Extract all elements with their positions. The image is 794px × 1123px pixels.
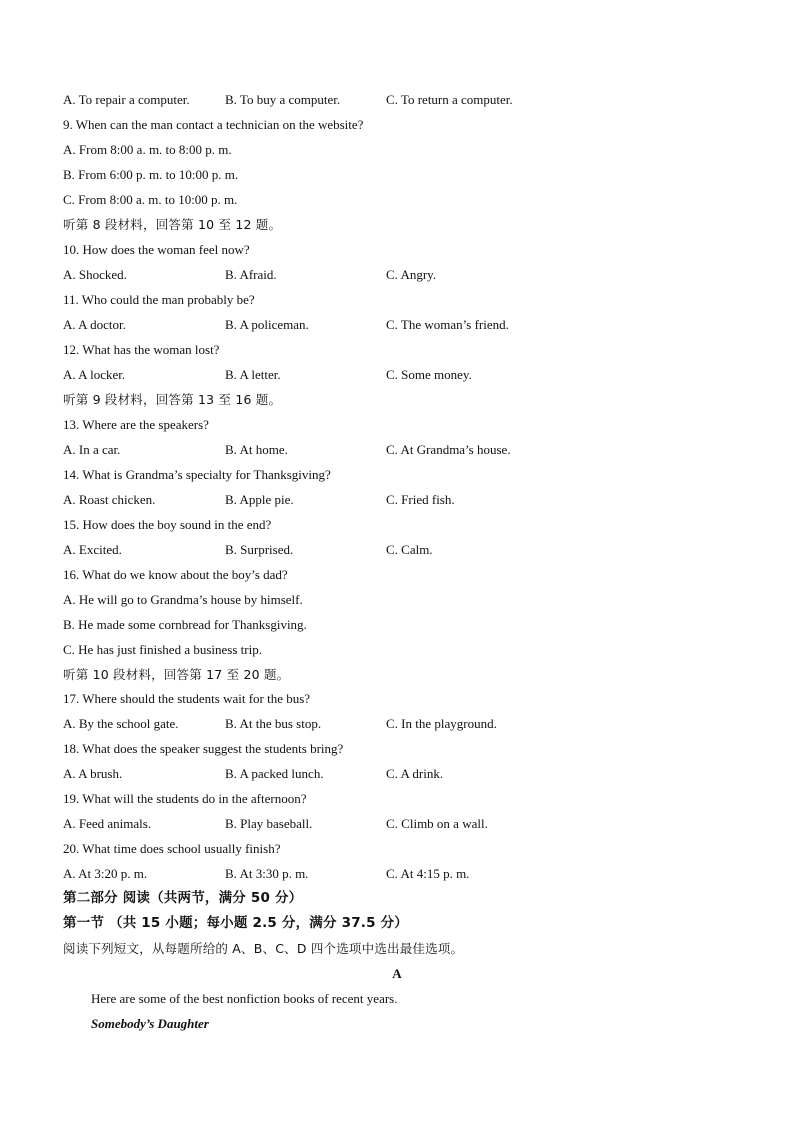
- section10-instruction: 听第 10 段材料，回答第 17 至 20 题。: [63, 667, 290, 682]
- q20-option-b: B. At 3:30 p. m.: [225, 866, 309, 881]
- q13-option-a: A. In a car.: [63, 442, 121, 457]
- q11-options: [63, 317, 663, 333]
- section8-instruction: 听第 8 段材料，回答第 10 至 12 题。: [63, 217, 282, 232]
- q8-option-c: C. To return a computer.: [386, 92, 513, 107]
- q13-question: 13. Where are the speakers?: [63, 417, 209, 432]
- q20-option-a: A. At 3:20 p. m.: [63, 866, 148, 881]
- q19-option-a: A. Feed animals.: [63, 816, 152, 831]
- section9-instruction: 听第 9 段材料，回答第 13 至 16 题。: [63, 392, 282, 407]
- q16-option-b: B. He made some cornbread for Thanksgiving.: [63, 617, 307, 632]
- q8-option-b: B. To buy a computer.: [225, 92, 341, 107]
- q11-option-b: B. A policeman.: [225, 317, 309, 332]
- q12-option-a: A. A locker.: [63, 367, 126, 382]
- reading-instructions: 阅读下列短文，从每题所给的 A、B、C、D 四个选项中选出最佳选项。: [63, 941, 464, 956]
- q20-options: [63, 866, 663, 882]
- q16-question: 16. What do we know about the boy’s dad?: [63, 567, 288, 582]
- q15-options: [63, 542, 663, 558]
- q15-option-c: C. Calm.: [386, 542, 433, 557]
- q18-option-c: C. A drink.: [386, 766, 444, 781]
- passage-intro: Here are some of the best nonfiction books of recent years.: [91, 991, 398, 1006]
- q20-option-c: C. At 4:15 p. m.: [386, 866, 470, 881]
- q16-option-c: C. He has just finished a business trip.: [63, 642, 262, 657]
- q19-option-b: B. Play baseball.: [225, 816, 313, 831]
- q10-option-c: C. Angry.: [386, 267, 437, 282]
- q16-option-a: A. He will go to Grandma’s house by himself.: [63, 592, 303, 607]
- q8-option-a: A. To repair a computer.: [63, 92, 190, 107]
- q12-question: 12. What has the woman lost?: [63, 342, 220, 357]
- q14-options: [63, 492, 663, 508]
- q17-option-b: B. At the bus stop.: [225, 716, 322, 731]
- q9-option-b: B. From 6:00 p. m. to 10:00 p. m.: [63, 167, 239, 182]
- q13-option-c: C. At Grandma’s house.: [386, 442, 511, 457]
- q9-option-a: A. From 8:00 a. m. to 8:00 p. m.: [63, 142, 232, 157]
- q12-options: [63, 367, 663, 383]
- q18-option-b: B. A packed lunch.: [225, 766, 324, 781]
- q10-question: 10. How does the woman feel now?: [63, 242, 250, 257]
- q14-option-b: B. Apple pie.: [225, 492, 294, 507]
- q14-option-c: C. Fried fish.: [386, 492, 455, 507]
- q18-question: 18. What does the speaker suggest the students bring?: [63, 741, 344, 756]
- q19-question: 19. What will the students do in the afternoon?: [63, 791, 307, 806]
- q18-option-a: A. A brush.: [63, 766, 123, 781]
- q19-options: [63, 816, 663, 832]
- q11-option-c: C. The woman’s friend.: [386, 317, 509, 332]
- part2-heading: 第二部分 阅读（共两节，满分 50 分）: [63, 890, 303, 906]
- q13-option-b: B. At home.: [225, 442, 288, 457]
- q17-question: 17. Where should the students wait for the bus?: [63, 691, 311, 706]
- q9-question: 9. When can the man contact a technician on the website?: [63, 117, 364, 132]
- q15-question: 15. How does the boy sound in the end?: [63, 517, 272, 532]
- q17-options: [63, 716, 663, 732]
- q10-options: [63, 267, 663, 283]
- q15-option-a: A. Excited.: [63, 542, 122, 557]
- q11-option-a: A. A doctor.: [63, 317, 126, 332]
- q12-option-c: C. Some money.: [386, 367, 472, 382]
- q19-option-c: C. Climb on a wall.: [386, 816, 488, 831]
- q9-option-c: C. From 8:00 a. m. to 10:00 p. m.: [63, 192, 238, 207]
- q12-option-b: B. A letter.: [225, 367, 281, 382]
- q11-question: 11. Who could the man probably be?: [63, 292, 255, 307]
- passage-label: A: [392, 966, 402, 981]
- q17-option-a: A. By the school gate.: [63, 716, 179, 731]
- q18-options: [63, 766, 663, 782]
- q14-option-a: A. Roast chicken.: [63, 492, 156, 507]
- q8-options: [63, 92, 663, 108]
- q15-option-b: B. Surprised.: [225, 542, 294, 557]
- q20-question: 20. What time does school usually finish?: [63, 841, 281, 856]
- q14-question: 14. What is Grandma’s specialty for Thanksgiving?: [63, 467, 331, 482]
- q10-option-a: A. Shocked.: [63, 267, 127, 282]
- q13-options: [63, 442, 663, 458]
- section1-heading: 第一节 （共 15 小题；每小题 2.5 分，满分 37.5 分）: [63, 915, 409, 931]
- q17-option-c: C. In the playground.: [386, 716, 497, 731]
- q10-option-b: B. Afraid.: [225, 267, 277, 282]
- book-title: Somebody’s Daughter: [91, 1016, 209, 1031]
